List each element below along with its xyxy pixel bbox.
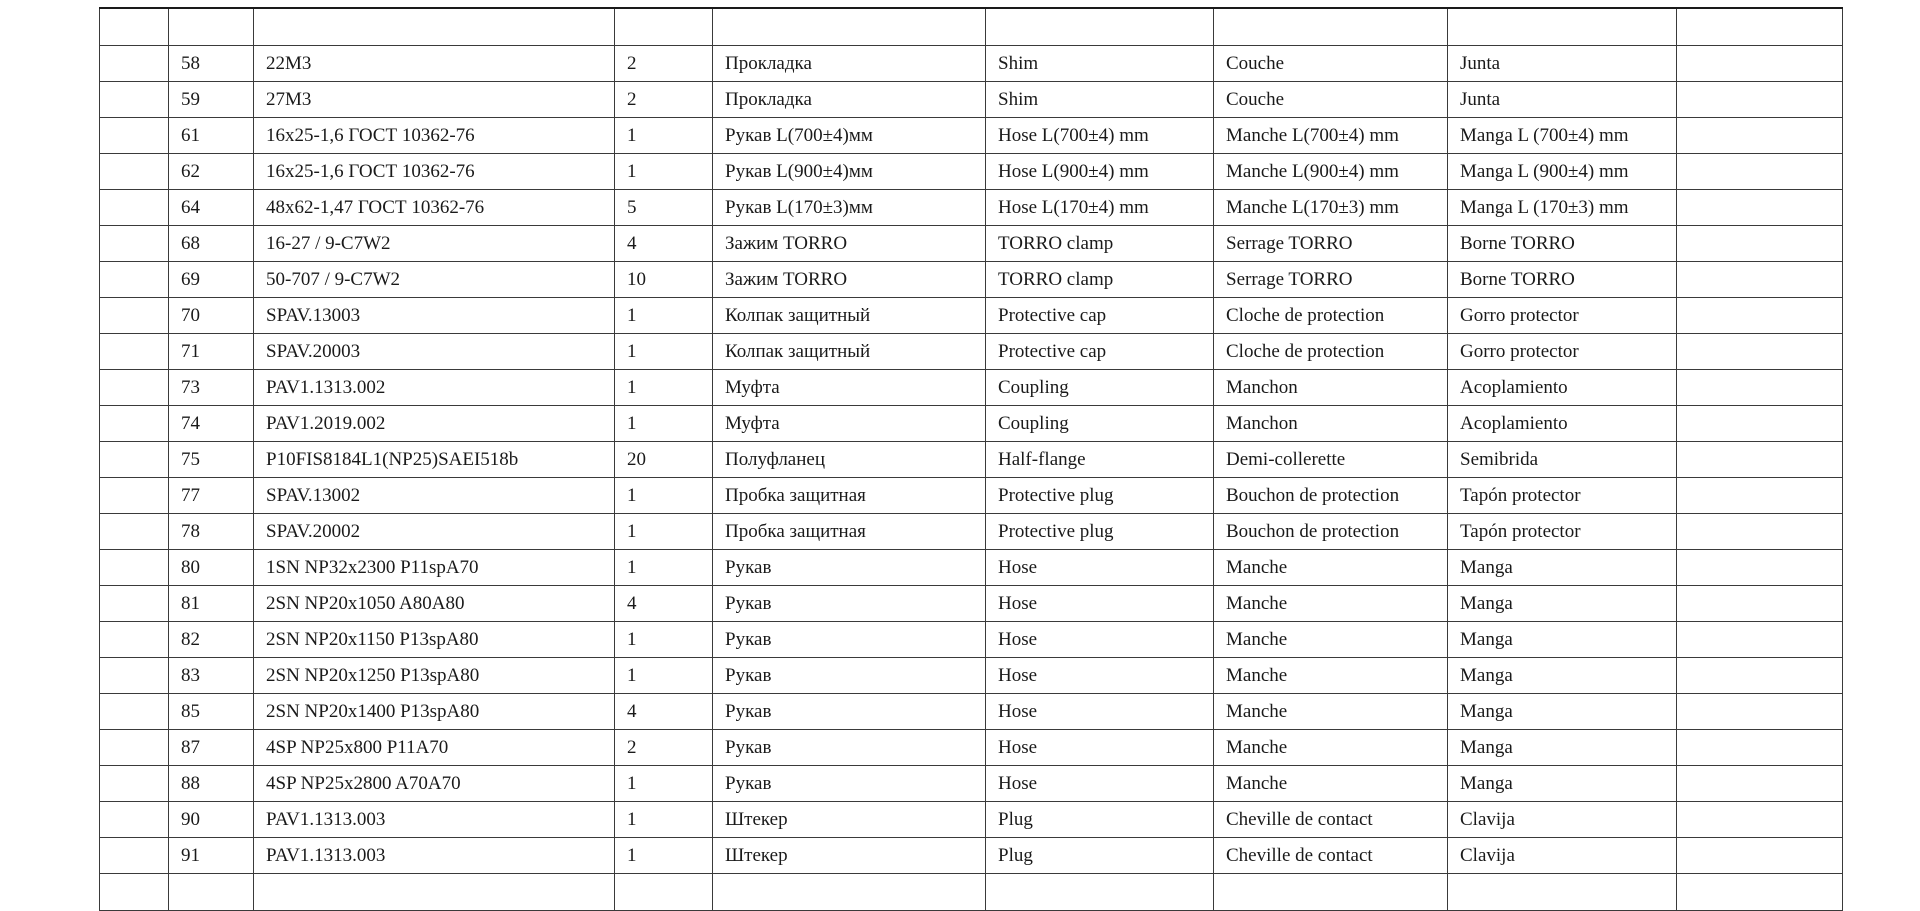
position-cell: 83 xyxy=(169,658,254,694)
name-spanish-cell: Manga xyxy=(1448,658,1677,694)
position-cell: 80 xyxy=(169,550,254,586)
designation-cell: 4SP NP25x2800 A70A70 xyxy=(254,766,615,802)
name-spanish-cell: Manga xyxy=(1448,766,1677,802)
quantity-cell: 1 xyxy=(615,334,713,370)
blank-cell xyxy=(100,406,169,442)
name-spanish-cell: Acoplamiento xyxy=(1448,370,1677,406)
note-cell xyxy=(1677,298,1843,334)
designation-cell: 16x25-1,6 ГОСТ 10362-76 xyxy=(254,154,615,190)
name-french-cell: Manchon xyxy=(1214,406,1448,442)
name-spanish-cell: Tapón protector xyxy=(1448,478,1677,514)
name-russian-cell: Прокладка xyxy=(713,46,986,82)
name-spanish-cell: Manga L (700±4) mm xyxy=(1448,118,1677,154)
note-cell xyxy=(1677,262,1843,298)
quantity-cell: 20 xyxy=(615,442,713,478)
designation-cell: 22M3 xyxy=(254,46,615,82)
name-spanish-cell: Gorro protector xyxy=(1448,298,1677,334)
position-cell: 82 xyxy=(169,622,254,658)
note-cell xyxy=(1677,82,1843,118)
name-spanish-cell: Clavija xyxy=(1448,838,1677,874)
note-cell xyxy=(1677,730,1843,766)
quantity-cell: 1 xyxy=(615,658,713,694)
blank-cell xyxy=(100,190,169,226)
name-english-cell: Hose xyxy=(986,586,1214,622)
table-row xyxy=(100,838,1843,874)
name-french-cell: Manche xyxy=(1214,550,1448,586)
blank-cell xyxy=(100,730,169,766)
blank-cell xyxy=(100,550,169,586)
quantity-cell: 1 xyxy=(615,298,713,334)
name-french-cell: Serrage TORRO xyxy=(1214,262,1448,298)
note-cell xyxy=(1677,478,1843,514)
name-french-cell xyxy=(1214,874,1448,911)
quantity-cell: 1 xyxy=(615,118,713,154)
designation-cell: SPAV.13002 xyxy=(254,478,615,514)
table-row xyxy=(100,8,1843,46)
table-row xyxy=(100,298,1843,334)
position-cell: 68 xyxy=(169,226,254,262)
blank-cell xyxy=(100,226,169,262)
table-row xyxy=(100,370,1843,406)
name-english-cell: Shim xyxy=(986,82,1214,118)
name-spanish-cell: Manga L (900±4) mm xyxy=(1448,154,1677,190)
name-russian-cell: Штекер xyxy=(713,838,986,874)
name-french-cell: Manche xyxy=(1214,622,1448,658)
name-french-cell: Manche xyxy=(1214,766,1448,802)
quantity-cell: 1 xyxy=(615,154,713,190)
quantity-cell: 1 xyxy=(615,766,713,802)
name-russian-cell: Рукав L(700±4)мм xyxy=(713,118,986,154)
name-english-cell: Hose xyxy=(986,766,1214,802)
name-spanish-cell xyxy=(1448,8,1677,46)
position-cell: 75 xyxy=(169,442,254,478)
blank-cell xyxy=(100,262,169,298)
quantity-cell: 4 xyxy=(615,694,713,730)
name-french-cell: Cheville de contact xyxy=(1214,802,1448,838)
name-russian-cell: Рукав xyxy=(713,730,986,766)
name-french-cell: Cheville de contact xyxy=(1214,838,1448,874)
designation-cell: PAV1.2019.002 xyxy=(254,406,615,442)
quantity-cell: 1 xyxy=(615,406,713,442)
quantity-cell: 1 xyxy=(615,622,713,658)
quantity-cell: 1 xyxy=(615,550,713,586)
quantity-cell: 2 xyxy=(615,730,713,766)
name-english-cell: Half-flange xyxy=(986,442,1214,478)
table-row xyxy=(100,586,1843,622)
name-russian-cell: Пробка защитная xyxy=(713,514,986,550)
name-russian-cell: Зажим TORRO xyxy=(713,262,986,298)
blank-cell xyxy=(100,442,169,478)
name-french-cell: Manche L(700±4) mm xyxy=(1214,118,1448,154)
position-cell: 78 xyxy=(169,514,254,550)
blank-cell xyxy=(100,766,169,802)
name-spanish-cell: Borne TORRO xyxy=(1448,226,1677,262)
table-row xyxy=(100,694,1843,730)
table-row xyxy=(100,622,1843,658)
blank-cell xyxy=(100,658,169,694)
name-russian-cell: Муфта xyxy=(713,370,986,406)
name-english-cell: Protective cap xyxy=(986,334,1214,370)
name-english-cell: Hose xyxy=(986,622,1214,658)
table-row xyxy=(100,226,1843,262)
name-english-cell xyxy=(986,874,1214,911)
name-russian-cell: Рукав xyxy=(713,586,986,622)
note-cell xyxy=(1677,8,1843,46)
table-row xyxy=(100,154,1843,190)
name-english-cell: TORRO clamp xyxy=(986,226,1214,262)
note-cell xyxy=(1677,838,1843,874)
blank-cell xyxy=(100,334,169,370)
name-spanish-cell: Junta xyxy=(1448,46,1677,82)
designation-cell: 4SP NP25x800 P11A70 xyxy=(254,730,615,766)
blank-cell xyxy=(100,154,169,190)
table-row xyxy=(100,118,1843,154)
name-english-cell: Hose xyxy=(986,550,1214,586)
blank-cell xyxy=(100,874,169,911)
name-french-cell: Manche L(900±4) mm xyxy=(1214,154,1448,190)
note-cell xyxy=(1677,586,1843,622)
note-cell xyxy=(1677,226,1843,262)
name-russian-cell: Рукав L(170±3)мм xyxy=(713,190,986,226)
name-russian-cell: Колпак защитный xyxy=(713,298,986,334)
name-russian-cell: Зажим TORRO xyxy=(713,226,986,262)
table-row xyxy=(100,82,1843,118)
table-row xyxy=(100,46,1843,82)
position-cell: 77 xyxy=(169,478,254,514)
designation-cell: SPAV.20002 xyxy=(254,514,615,550)
blank-cell xyxy=(100,622,169,658)
name-russian-cell: Прокладка xyxy=(713,82,986,118)
name-french-cell: Serrage TORRO xyxy=(1214,226,1448,262)
note-cell xyxy=(1677,874,1843,911)
name-french-cell: Cloche de protection xyxy=(1214,334,1448,370)
position-cell xyxy=(169,874,254,911)
name-russian-cell: Штекер xyxy=(713,802,986,838)
position-cell: 90 xyxy=(169,802,254,838)
table-row xyxy=(100,334,1843,370)
position-cell: 85 xyxy=(169,694,254,730)
blank-cell xyxy=(100,118,169,154)
name-spanish-cell: Manga xyxy=(1448,586,1677,622)
blank-cell xyxy=(100,298,169,334)
position-cell: 64 xyxy=(169,190,254,226)
name-english-cell: Protective plug xyxy=(986,478,1214,514)
blank-cell xyxy=(100,8,169,46)
designation-cell xyxy=(254,874,615,911)
designation-cell: 16-27 / 9-C7W2 xyxy=(254,226,615,262)
note-cell xyxy=(1677,442,1843,478)
name-french-cell: Manche xyxy=(1214,658,1448,694)
name-spanish-cell: Manga xyxy=(1448,730,1677,766)
designation-cell: PAV1.1313.002 xyxy=(254,370,615,406)
name-spanish-cell: Manga xyxy=(1448,550,1677,586)
table-row xyxy=(100,478,1843,514)
table-row xyxy=(100,802,1843,838)
name-russian-cell: Полуфланец xyxy=(713,442,986,478)
name-spanish-cell: Tapón protector xyxy=(1448,514,1677,550)
note-cell xyxy=(1677,406,1843,442)
name-english-cell: Shim xyxy=(986,46,1214,82)
note-cell xyxy=(1677,118,1843,154)
position-cell: 91 xyxy=(169,838,254,874)
quantity-cell: 4 xyxy=(615,586,713,622)
blank-cell xyxy=(100,694,169,730)
position-cell: 61 xyxy=(169,118,254,154)
table-row xyxy=(100,262,1843,298)
quantity-cell: 2 xyxy=(615,82,713,118)
quantity-cell: 1 xyxy=(615,478,713,514)
position-cell: 74 xyxy=(169,406,254,442)
position-cell: 70 xyxy=(169,298,254,334)
name-french-cell: Bouchon de protection xyxy=(1214,514,1448,550)
name-spanish-cell: Borne TORRO xyxy=(1448,262,1677,298)
quantity-cell: 4 xyxy=(615,226,713,262)
name-english-cell: Plug xyxy=(986,838,1214,874)
designation-cell: 16x25-1,6 ГОСТ 10362-76 xyxy=(254,118,615,154)
position-cell: 71 xyxy=(169,334,254,370)
table-row xyxy=(100,658,1843,694)
note-cell xyxy=(1677,766,1843,802)
designation-cell: 48x62-1,47 ГОСТ 10362-76 xyxy=(254,190,615,226)
table-row xyxy=(100,514,1843,550)
name-russian-cell: Рукав xyxy=(713,766,986,802)
name-spanish-cell xyxy=(1448,874,1677,911)
position-cell: 62 xyxy=(169,154,254,190)
position-cell xyxy=(169,8,254,46)
table-row xyxy=(100,406,1843,442)
blank-cell xyxy=(100,802,169,838)
designation-cell: 50-707 / 9-C7W2 xyxy=(254,262,615,298)
name-english-cell: TORRO clamp xyxy=(986,262,1214,298)
name-spanish-cell: Manga xyxy=(1448,694,1677,730)
name-french-cell: Manche xyxy=(1214,730,1448,766)
name-french-cell: Demi-collerette xyxy=(1214,442,1448,478)
note-cell xyxy=(1677,154,1843,190)
name-russian-cell: Рукав xyxy=(713,622,986,658)
name-english-cell: Protective plug xyxy=(986,514,1214,550)
name-french-cell: Cloche de protection xyxy=(1214,298,1448,334)
position-cell: 59 xyxy=(169,82,254,118)
table-row xyxy=(100,766,1843,802)
table-row xyxy=(100,442,1843,478)
name-french-cell: Couche xyxy=(1214,82,1448,118)
blank-cell xyxy=(100,838,169,874)
name-french-cell: Manche xyxy=(1214,586,1448,622)
note-cell xyxy=(1677,802,1843,838)
name-russian-cell: Рукав xyxy=(713,694,986,730)
designation-cell xyxy=(254,8,615,46)
name-english-cell: Hose xyxy=(986,658,1214,694)
quantity-cell: 1 xyxy=(615,370,713,406)
blank-cell xyxy=(100,586,169,622)
designation-cell: 2SN NP20x1050 A80A80 xyxy=(254,586,615,622)
name-english-cell: Hose L(700±4) mm xyxy=(986,118,1214,154)
designation-cell: 2SN NP20x1400 P13spA80 xyxy=(254,694,615,730)
designation-cell: 1SN NP32x2300 P11spA70 xyxy=(254,550,615,586)
note-cell xyxy=(1677,190,1843,226)
name-french-cell: Manche xyxy=(1214,694,1448,730)
parts-table xyxy=(99,7,1843,911)
blank-cell xyxy=(100,46,169,82)
name-french-cell: Bouchon de protection xyxy=(1214,478,1448,514)
designation-cell: 2SN NP20x1250 P13spA80 xyxy=(254,658,615,694)
designation-cell: SPAV.13003 xyxy=(254,298,615,334)
position-cell: 69 xyxy=(169,262,254,298)
quantity-cell: 5 xyxy=(615,190,713,226)
name-spanish-cell: Clavija xyxy=(1448,802,1677,838)
name-spanish-cell: Acoplamiento xyxy=(1448,406,1677,442)
name-english-cell: Hose L(170±4) mm xyxy=(986,190,1214,226)
table-body xyxy=(100,8,1843,911)
name-english-cell: Protective cap xyxy=(986,298,1214,334)
name-french-cell xyxy=(1214,8,1448,46)
quantity-cell: 1 xyxy=(615,514,713,550)
quantity-cell: 1 xyxy=(615,802,713,838)
name-english-cell: Hose xyxy=(986,694,1214,730)
name-russian-cell xyxy=(713,874,986,911)
name-russian-cell: Рукав L(900±4)мм xyxy=(713,154,986,190)
name-russian-cell: Рукав xyxy=(713,550,986,586)
name-english-cell: Plug xyxy=(986,802,1214,838)
name-russian-cell xyxy=(713,8,986,46)
note-cell xyxy=(1677,46,1843,82)
position-cell: 87 xyxy=(169,730,254,766)
note-cell xyxy=(1677,514,1843,550)
quantity-cell: 1 xyxy=(615,838,713,874)
designation-cell: PAV1.1313.003 xyxy=(254,802,615,838)
quantity-cell: 2 xyxy=(615,46,713,82)
note-cell xyxy=(1677,658,1843,694)
name-russian-cell: Пробка защитная xyxy=(713,478,986,514)
designation-cell: PAV1.1313.003 xyxy=(254,838,615,874)
designation-cell: 2SN NP20x1150 P13spA80 xyxy=(254,622,615,658)
name-french-cell: Manche L(170±3) mm xyxy=(1214,190,1448,226)
name-english-cell: Hose xyxy=(986,730,1214,766)
note-cell xyxy=(1677,370,1843,406)
blank-cell xyxy=(100,370,169,406)
table-row xyxy=(100,874,1843,911)
blank-cell xyxy=(100,82,169,118)
name-english-cell: Coupling xyxy=(986,370,1214,406)
position-cell: 58 xyxy=(169,46,254,82)
note-cell xyxy=(1677,622,1843,658)
designation-cell: SPAV.20003 xyxy=(254,334,615,370)
table-row xyxy=(100,550,1843,586)
position-cell: 81 xyxy=(169,586,254,622)
name-spanish-cell: Gorro protector xyxy=(1448,334,1677,370)
quantity-cell: 10 xyxy=(615,262,713,298)
name-spanish-cell: Junta xyxy=(1448,82,1677,118)
name-english-cell xyxy=(986,8,1214,46)
table-row xyxy=(100,190,1843,226)
name-spanish-cell: Manga xyxy=(1448,622,1677,658)
name-french-cell: Couche xyxy=(1214,46,1448,82)
position-cell: 73 xyxy=(169,370,254,406)
designation-cell: 27M3 xyxy=(254,82,615,118)
blank-cell xyxy=(100,514,169,550)
name-english-cell: Coupling xyxy=(986,406,1214,442)
name-spanish-cell: Manga L (170±3) mm xyxy=(1448,190,1677,226)
name-russian-cell: Колпак защитный xyxy=(713,334,986,370)
table-row xyxy=(100,730,1843,766)
designation-cell: P10FIS8184L1(NP25)SAEI518b xyxy=(254,442,615,478)
name-russian-cell: Муфта xyxy=(713,406,986,442)
note-cell xyxy=(1677,550,1843,586)
blank-cell xyxy=(100,478,169,514)
position-cell: 88 xyxy=(169,766,254,802)
quantity-cell xyxy=(615,8,713,46)
name-russian-cell: Рукав xyxy=(713,658,986,694)
name-english-cell: Hose L(900±4) mm xyxy=(986,154,1214,190)
note-cell xyxy=(1677,334,1843,370)
quantity-cell xyxy=(615,874,713,911)
note-cell xyxy=(1677,694,1843,730)
name-french-cell: Manchon xyxy=(1214,370,1448,406)
name-spanish-cell: Semibrida xyxy=(1448,442,1677,478)
